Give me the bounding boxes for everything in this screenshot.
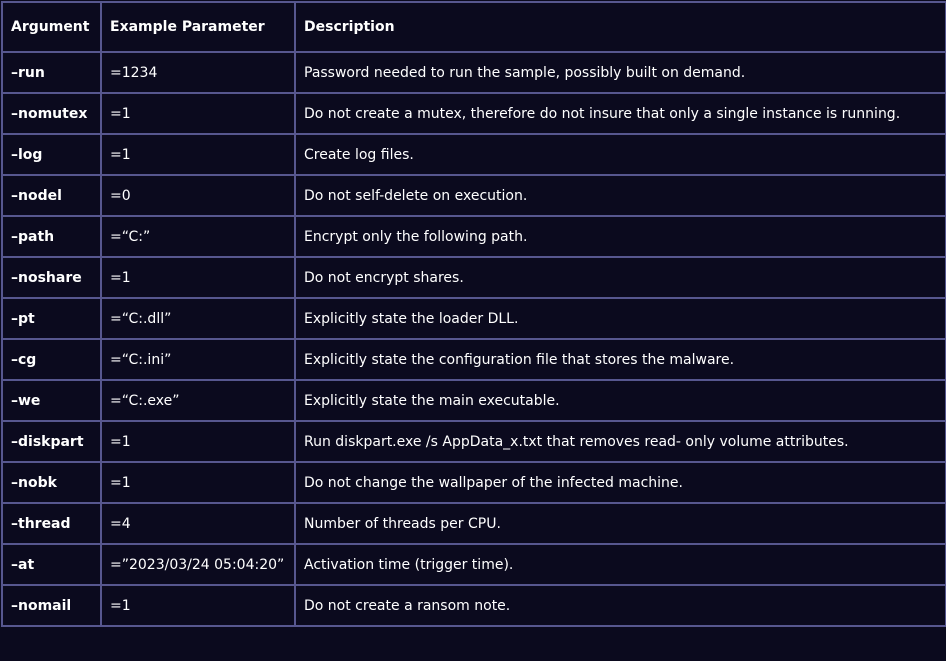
argument-cell: –we bbox=[2, 380, 101, 421]
argument-cell: –path bbox=[2, 216, 101, 257]
description-cell: Run diskpart.exe /s AppData_x.txt that removes read- only volume attributes. bbox=[295, 421, 946, 462]
header-row bbox=[2, 2, 946, 52]
table-row bbox=[2, 134, 946, 175]
header-description: Description bbox=[295, 2, 946, 52]
parameter-cell: =“C:.exe” bbox=[101, 380, 295, 421]
description-cell: Explicitly state the main executable. bbox=[295, 380, 946, 421]
arguments-table bbox=[1, 1, 946, 627]
parameter-cell: =1234 bbox=[101, 52, 295, 93]
parameter-cell: =”2023/03/24 05:04:20” bbox=[101, 544, 295, 585]
description-cell: Encrypt only the following path. bbox=[295, 216, 946, 257]
table-row bbox=[2, 585, 946, 626]
table-row bbox=[2, 93, 946, 134]
parameter-cell: =1 bbox=[101, 462, 295, 503]
argument-cell: –nodel bbox=[2, 175, 101, 216]
argument-cell: –nomutex bbox=[2, 93, 101, 134]
description-cell: Create log files. bbox=[295, 134, 946, 175]
description-cell: Explicitly state the configuration file that stores the malware. bbox=[295, 339, 946, 380]
parameter-cell: =“C:” bbox=[101, 216, 295, 257]
table-row bbox=[2, 544, 946, 585]
table-row bbox=[2, 339, 946, 380]
argument-cell: –log bbox=[2, 134, 101, 175]
table-row bbox=[2, 216, 946, 257]
parameter-cell: =4 bbox=[101, 503, 295, 544]
table-row bbox=[2, 52, 946, 93]
description-cell: Number of threads per CPU. bbox=[295, 503, 946, 544]
description-cell: Explicitly state the loader DLL. bbox=[295, 298, 946, 339]
header-example-parameter: Example Parameter bbox=[101, 2, 295, 52]
description-cell: Do not create a ransom note. bbox=[295, 585, 946, 626]
argument-cell: –nobk bbox=[2, 462, 101, 503]
parameter-cell: =1 bbox=[101, 134, 295, 175]
description-cell: Do not self-delete on execution. bbox=[295, 175, 946, 216]
parameter-cell: =1 bbox=[101, 585, 295, 626]
description-cell: Password needed to run the sample, possibly built on demand. bbox=[295, 52, 946, 93]
argument-cell: –at bbox=[2, 544, 101, 585]
parameter-cell: =1 bbox=[101, 257, 295, 298]
table-header bbox=[2, 2, 946, 52]
parameter-cell: =“C:.dll” bbox=[101, 298, 295, 339]
table-row bbox=[2, 298, 946, 339]
header-argument: Argument bbox=[2, 2, 101, 52]
table-row bbox=[2, 175, 946, 216]
description-cell: Do not change the wallpaper of the infected machine. bbox=[295, 462, 946, 503]
description-cell: Do not create a mutex, therefore do not insure that only a single instance is running. bbox=[295, 93, 946, 134]
table-row bbox=[2, 421, 946, 462]
table-row bbox=[2, 257, 946, 298]
parameter-cell: =0 bbox=[101, 175, 295, 216]
parameter-cell: =1 bbox=[101, 93, 295, 134]
parameter-cell: =“C:.ini” bbox=[101, 339, 295, 380]
argument-cell: –diskpart bbox=[2, 421, 101, 462]
argument-cell: –run bbox=[2, 52, 101, 93]
table-row bbox=[2, 503, 946, 544]
argument-cell: –pt bbox=[2, 298, 101, 339]
table-body bbox=[2, 52, 946, 626]
description-cell: Do not encrypt shares. bbox=[295, 257, 946, 298]
table-row bbox=[2, 462, 946, 503]
table-row bbox=[2, 380, 946, 421]
description-cell: Activation time (trigger time). bbox=[295, 544, 946, 585]
argument-cell: –cg bbox=[2, 339, 101, 380]
parameter-cell: =1 bbox=[101, 421, 295, 462]
argument-cell: –nomail bbox=[2, 585, 101, 626]
argument-cell: –noshare bbox=[2, 257, 101, 298]
argument-cell: –thread bbox=[2, 503, 101, 544]
